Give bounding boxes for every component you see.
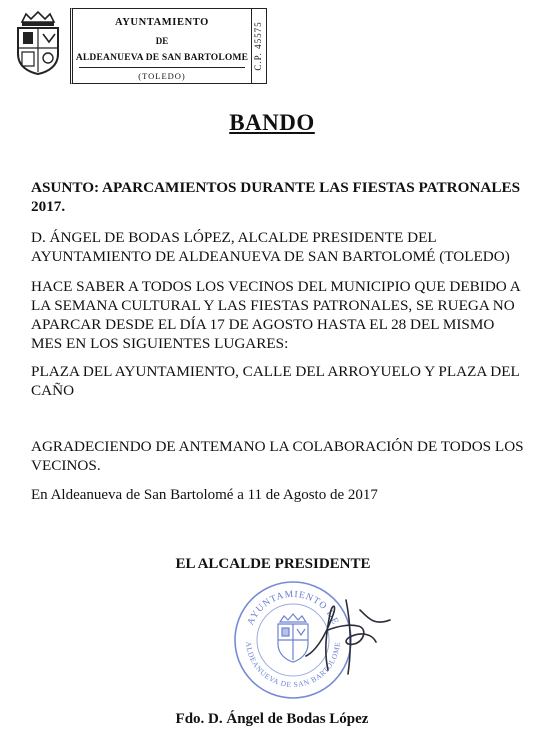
subject-paragraph: ASUNTO: APARCAMIENTOS DURANTE LAS FIESTAS PATRONALES 2017. [31,179,521,215]
stamp-text-bottom: ALDEANUEVA DE SAN BARTOLOME [243,641,343,690]
letterhead-line-ayuntamiento: AYUNTAMIENTO [115,17,209,28]
thanks-paragraph: AGRADECIENDO DE ANTEMANO LA COLABORACIÓN DE TODOS LOS VECINOS. [31,438,524,474]
signatory-name: Fdo. D. Ángel de Bodas López [175,711,369,727]
locations-paragraph: PLAZA DEL AYUNTAMIENTO, CALLE DEL ARROYUELO Y PLAZA DEL CAÑO [31,363,520,399]
date-line: En Aldeanueva de San Bartolomé a 11 de Agosto de 2017 [31,487,378,503]
stamp-text-top: AYUNTAMIENTO DE [245,589,341,627]
letterhead-box [70,8,252,84]
notice-paragraph: HACE SABER A TODOS LOS VECINOS DEL MUNICIPIO QUE DEBIDO A LA SEMANA CULTURAL Y LAS FIESTAS PATRONALES, SE RUEGA NO APARCAR DESDE EL DÍA 17 DE AGOSTO HASTA EL 28 DEL MISMO MES EN LOS SIGUIENTES LUGARES: [31,278,520,352]
postal-code [252,18,264,74]
municipal-coat-of-arms-icon [12,10,64,76]
signatory-title: EL ALCALDE PRESIDENTE [175,556,371,572]
document-title: BANDO [229,110,315,135]
letterhead-line-de: DE [155,36,169,46]
mayor-paragraph: D. ÁNGEL DE BODAS LÓPEZ, ALCALDE PRESIDENTE DEL AYUNTAMIENTO DE ALDEANUEVA DE SAN BARTOLOMÉ (TOLEDO) [31,229,510,265]
letterhead [8,4,264,80]
letterhead-line-municipality: ALDEANUEVA DE SAN BARTOLOME [75,53,249,63]
postal-code-text: C.P. 45575 [253,21,263,71]
handwritten-signature [298,590,398,680]
letterhead-line-province: (TOLEDO) [138,71,186,81]
letterhead-divider [79,67,245,68]
